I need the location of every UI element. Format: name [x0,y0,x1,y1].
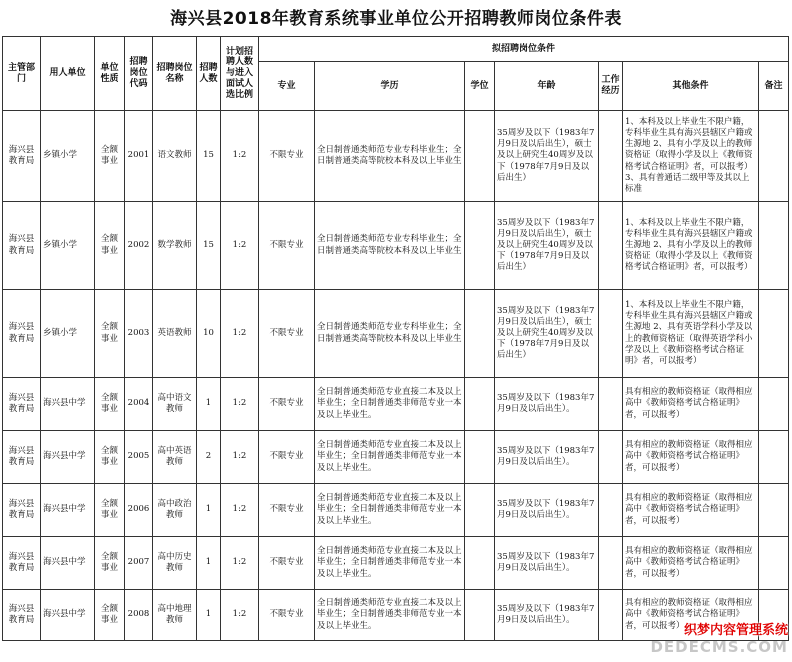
cell-post: 高中政治教师 [153,484,197,537]
cell-nature: 全额事业 [95,202,125,290]
table-row [3,202,789,290]
cell-other: 具有相应的教师资格证（取得相应高中《教师资格考试合格证明》者，可以报考） [623,431,759,484]
cell-age: 35周岁及以下（1983年7月9日及以后出生）。 [495,378,599,431]
cell-ratio: 1:2 [221,484,259,537]
cell-degree [465,290,495,378]
cell-ratio: 1:2 [221,111,259,202]
cell-post: 高中英语教师 [153,431,197,484]
cell-age: 35周岁及以下（1983年7月9日及以后出生）。 [495,431,599,484]
cell-unit: 海兴县中学 [41,590,95,641]
cell-post: 高中语文教师 [153,378,197,431]
table-row [3,431,789,484]
header-other: 其他条件 [623,62,759,111]
cell-edu: 全日制普通类师范专业直接二本及以上毕业生；全日制普通类非师范专业一本及以上毕业生。 [315,378,465,431]
cell-other: 具有相应的教师资格证（取得相应高中《教师资格考试合格证明》者，可以报考） [623,590,759,641]
cell-unit: 海兴县中学 [41,431,95,484]
cell-exp [599,484,623,537]
recruitment-table [2,36,789,641]
cell-count: 15 [197,111,221,202]
cell-other: 1、本科及以上毕业生不限户籍，专科毕业生具有海兴县辖区户籍或生源地 2、具有小学及以上的教师资格证（取得小学及以上《教师资格考试合格证明》者，可以报考） 3、具有普通话二级甲等及其以上标准 [623,111,759,202]
header-age: 年龄 [495,62,599,111]
cell-dept: 海兴县教育局 [3,590,41,641]
header-exp: 工作经历 [599,62,623,111]
cell-code: 2008 [125,590,153,641]
cell-dept: 海兴县教育局 [3,431,41,484]
cell-count: 10 [197,290,221,378]
table-row [3,378,789,431]
cell-post: 高中地理教师 [153,590,197,641]
cell-age: 35周岁及以下（1983年7月9日及以后出生）。 [495,590,599,641]
table-row [3,290,789,378]
cell-post: 数学教师 [153,202,197,290]
cell-remark [759,431,789,484]
cell-dept: 海兴县教育局 [3,378,41,431]
cell-unit: 乡镇小学 [41,202,95,290]
header-ratio: 计划招聘人数与进入面试人选比例 [221,37,259,111]
cell-ratio: 1:2 [221,537,259,590]
cell-other: 具有相应的教师资格证（取得相应高中《教师资格考试合格证明》者，可以报考） [623,537,759,590]
cell-nature: 全额事业 [95,290,125,378]
page-title: 海兴县2018年教育系统事业单位公开招聘教师岗位条件表 [170,9,622,29]
cell-remark [759,378,789,431]
header-count: 招聘人数 [197,37,221,111]
cell-code: 2004 [125,378,153,431]
header-degree: 学位 [465,62,495,111]
cell-edu: 全日制普通类师范专业直接二本及以上毕业生；全日制普通类非师范专业一本及以上毕业生。 [315,431,465,484]
cell-age: 35周岁及以下（1983年7月9日及以后出生）。 [495,484,599,537]
cell-age: 35周岁及以下（1983年7月9日及以后出生），硕士及以上研究生40周岁及以下（1978年7月9日及以后出生） [495,290,599,378]
cell-other: 具有相应的教师资格证（取得相应高中《教师资格考试合格证明》者，可以报考） [623,378,759,431]
cell-remark [759,111,789,202]
cell-exp [599,431,623,484]
cell-major: 不限专业 [259,590,315,641]
cell-major: 不限专业 [259,484,315,537]
cell-degree [465,378,495,431]
cell-nature: 全额事业 [95,590,125,641]
watermark-en-text: DEDECMS.COM [650,638,788,656]
cell-major: 不限专业 [259,378,315,431]
cell-major: 不限专业 [259,431,315,484]
watermark-cn-text: 织梦内容管理系统 [683,623,788,638]
cell-post: 英语教师 [153,290,197,378]
cell-other: 具有相应的教师资格证（取得相应高中《教师资格考试合格证明》者，可以报考） [623,484,759,537]
header-code: 招聘岗位代码 [125,37,153,111]
cell-edu: 全日制普通类师范专业直接二本及以上毕业生；全日制普通类非师范专业一本及以上毕业生。 [315,590,465,641]
cell-dept: 海兴县教育局 [3,290,41,378]
cell-nature: 全额事业 [95,111,125,202]
table-row [3,484,789,537]
header-post: 招聘岗位名称 [153,37,197,111]
cell-nature: 全额事业 [95,537,125,590]
cell-edu: 全日制普通类师范专业直接二本及以上毕业生；全日制普通类非师范专业一本及以上毕业生。 [315,537,465,590]
header-nature: 单位性质 [95,37,125,111]
cell-nature: 全额事业 [95,484,125,537]
cell-remark [759,290,789,378]
cell-dept: 海兴县教育局 [3,202,41,290]
cell-ratio: 1:2 [221,431,259,484]
header-row-1 [3,37,789,62]
cell-exp [599,590,623,641]
cell-exp [599,111,623,202]
cell-major: 不限专业 [259,202,315,290]
header-unit: 用人单位 [41,37,95,111]
cell-exp [599,378,623,431]
table-row [3,111,789,202]
cell-edu: 全日制普通类师范专业专科毕业生；全日制普通类高等院校本科及以上毕业生 [315,290,465,378]
cell-count: 1 [197,537,221,590]
header-dept: 主管部门 [3,37,41,111]
cell-degree [465,484,495,537]
cell-unit: 海兴县中学 [41,484,95,537]
cell-dept: 海兴县教育局 [3,111,41,202]
cell-count: 1 [197,378,221,431]
cell-count: 1 [197,590,221,641]
cell-major: 不限专业 [259,111,315,202]
cell-exp [599,202,623,290]
cell-unit: 海兴县中学 [41,537,95,590]
cell-degree [465,431,495,484]
cell-post: 语文教师 [153,111,197,202]
cell-degree [465,537,495,590]
cell-code: 2007 [125,537,153,590]
cell-ratio: 1:2 [221,290,259,378]
cell-edu: 全日制普通类师范专业专科毕业生；全日制普通类高等院校本科及以上毕业生 [315,111,465,202]
cell-count: 2 [197,431,221,484]
cell-major: 不限专业 [259,537,315,590]
cell-code: 2003 [125,290,153,378]
cell-dept: 海兴县教育局 [3,484,41,537]
cell-degree [465,590,495,641]
table-row [3,537,789,590]
cell-code: 2002 [125,202,153,290]
cell-exp [599,537,623,590]
cell-code: 2005 [125,431,153,484]
header-major: 专业 [259,62,315,111]
cell-dept: 海兴县教育局 [3,537,41,590]
table-body [3,111,789,641]
cell-remark [759,484,789,537]
cell-ratio: 1:2 [221,590,259,641]
watermark [650,619,788,656]
cell-code: 2001 [125,111,153,202]
cell-count: 15 [197,202,221,290]
cell-edu: 全日制普通类师范专业专科毕业生；全日制普通类高等院校本科及以上毕业生 [315,202,465,290]
cell-remark [759,537,789,590]
cell-age: 35周岁及以下（1983年7月9日及以后出生），硕士及以上研究生40周岁及以下（1978年7月9日及以后出生） [495,111,599,202]
cell-unit: 乡镇小学 [41,111,95,202]
cell-degree [465,202,495,290]
cell-age: 35周岁及以下（1983年7月9日及以后出生）。 [495,537,599,590]
header-remark: 备注 [759,62,789,111]
cell-other: 1、本科及以上毕业生不限户籍，专科毕业生具有海兴县辖区户籍或生源地 2、具有小学及以上的教师资格证（取得小学及以上《教师资格考试合格证明》者，可以报考） [623,202,759,290]
cell-ratio: 1:2 [221,202,259,290]
cell-ratio: 1:2 [221,378,259,431]
cell-code: 2006 [125,484,153,537]
cell-edu: 全日制普通类师范专业直接二本及以上毕业生；全日制普通类非师范专业一本及以上毕业生。 [315,484,465,537]
cell-count: 1 [197,484,221,537]
cell-nature: 全额事业 [95,431,125,484]
header-edu: 学历 [315,62,465,111]
cell-remark [759,202,789,290]
header-conditions-group: 拟招聘岗位条件 [259,37,789,62]
cell-age: 35周岁及以下（1983年7月9日及以后出生），硕士及以上研究生40周岁及以下（1978年7月9日及以后出生） [495,202,599,290]
cell-major: 不限专业 [259,290,315,378]
cell-other: 1、本科及以上毕业生不限户籍，专科毕业生具有海兴县辖区户籍或生源地 2、具有英语学科小学及以上的教师资格证（取得英语学科小学及以上《教师资格考试合格证明》者，可以报考） [623,290,759,378]
cell-unit: 乡镇小学 [41,290,95,378]
cell-unit: 海兴县中学 [41,378,95,431]
cell-exp [599,290,623,378]
cell-post: 高中历史教师 [153,537,197,590]
cell-degree [465,111,495,202]
cell-nature: 全额事业 [95,378,125,431]
